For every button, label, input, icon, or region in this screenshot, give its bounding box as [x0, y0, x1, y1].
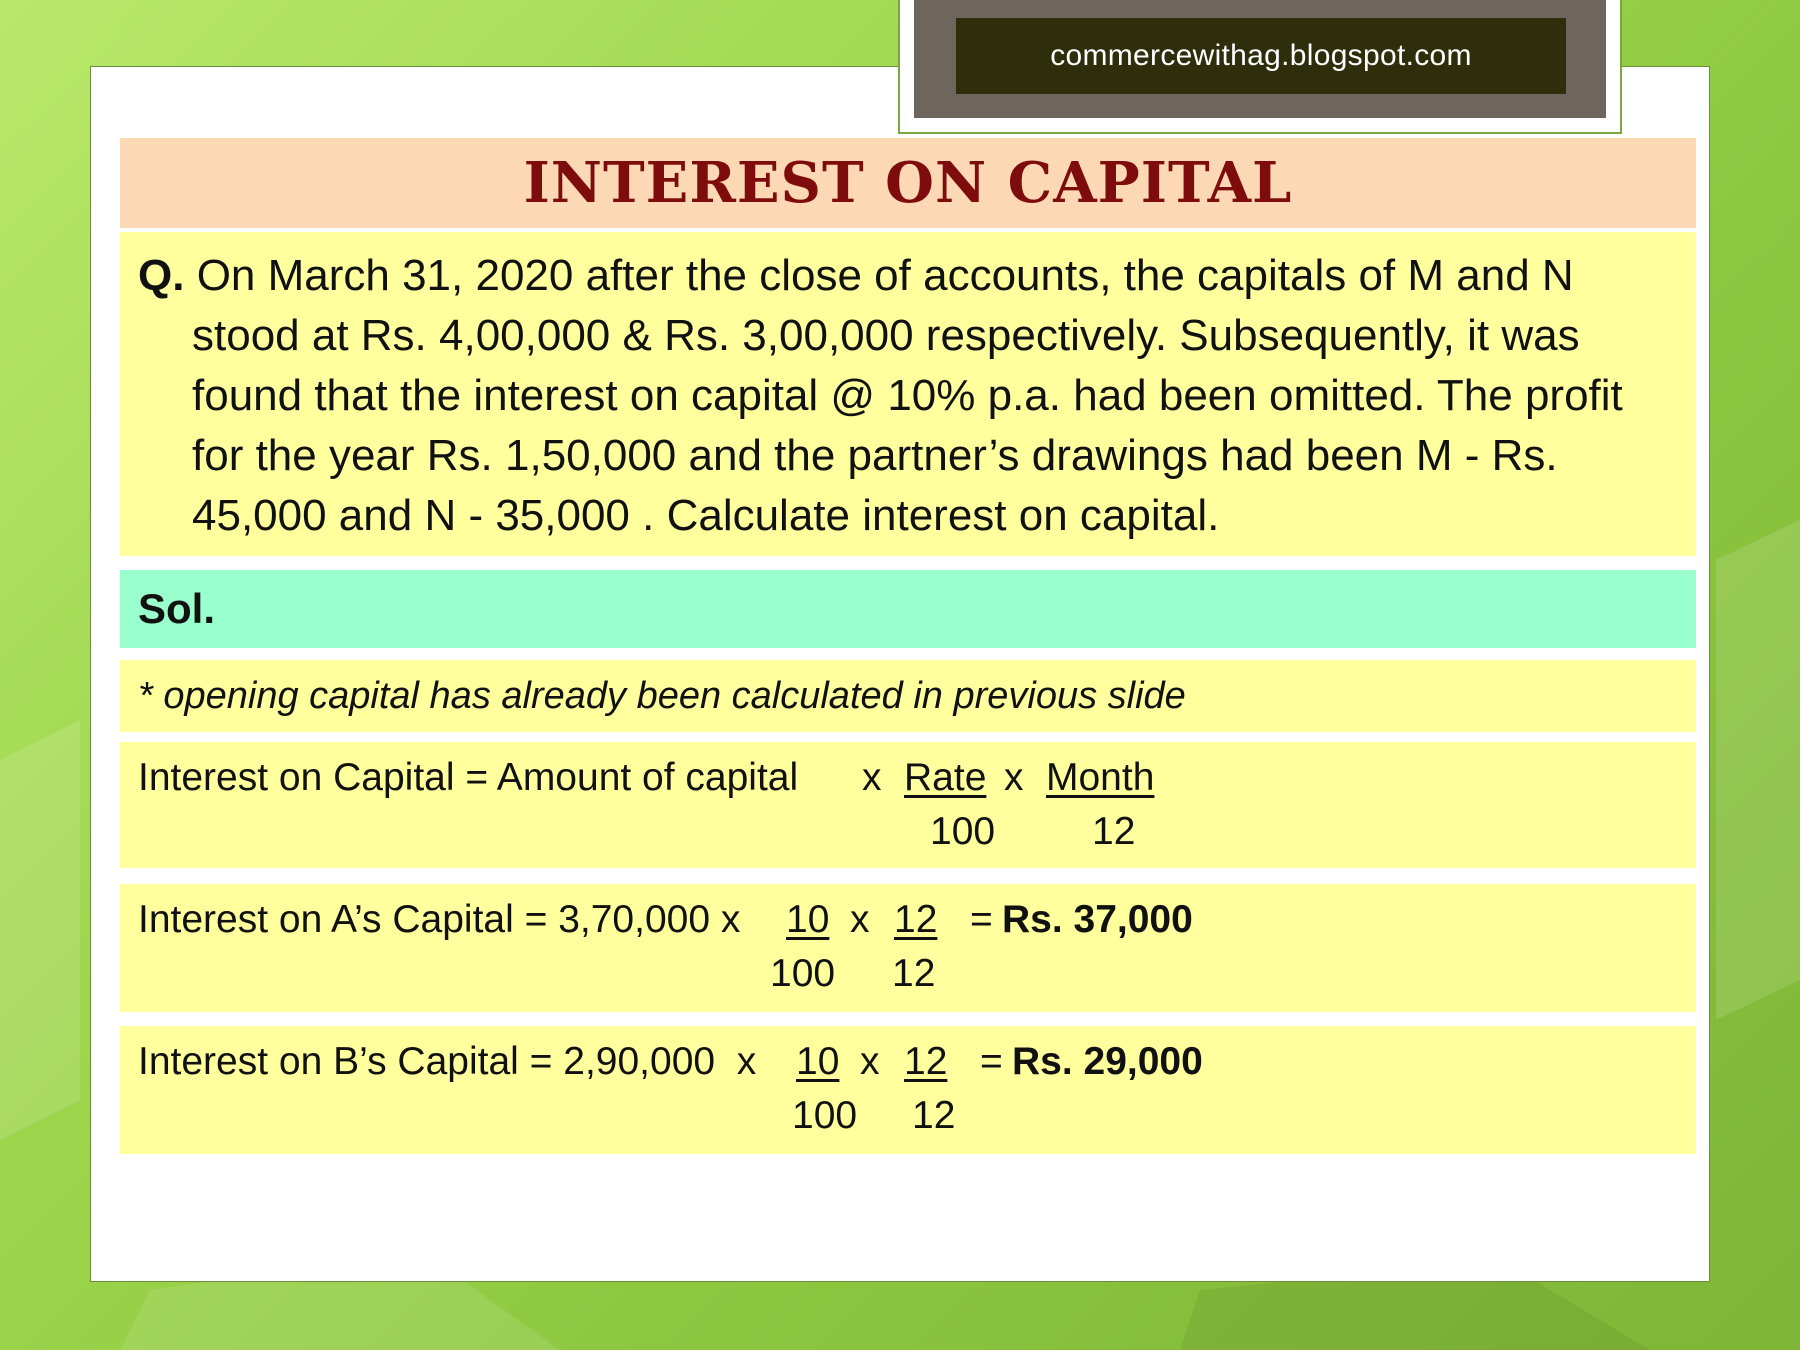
- slide-title: INTEREST ON CAPITAL: [523, 150, 1293, 216]
- formula-times-2: x: [1004, 756, 1024, 799]
- question-label: Q.: [138, 251, 185, 300]
- calc-b-result: Rs. 29,000: [1012, 1040, 1203, 1083]
- note-text: * opening capital has already been calculated in previous slide: [138, 674, 1186, 717]
- calc-b-months: 12: [904, 1040, 948, 1083]
- calc-a-rate-denominator: 100: [770, 952, 836, 995]
- formula-box: [120, 742, 1696, 868]
- site-url: commercewithag.blogspot.com: [1050, 39, 1472, 72]
- note-box: [120, 660, 1696, 732]
- calc-b-rate-denominator: 100: [792, 1094, 858, 1137]
- formula-lhs: Interest on Capital = Amount of capital: [138, 756, 799, 799]
- calc-a-months-denominator: 12: [892, 952, 936, 995]
- formula-month-denominator: 12: [1092, 810, 1136, 853]
- calc-a-lhs: Interest on A’s Capital = 3,70,000 x: [138, 898, 741, 941]
- question-paragraph: [138, 246, 1656, 546]
- calc-b-box: [120, 1026, 1696, 1154]
- solution-label: Sol.: [138, 585, 216, 632]
- calc-a-months: 12: [894, 898, 938, 941]
- calc-b-rate: 10: [796, 1040, 840, 1083]
- formula-rate-denominator: 100: [930, 810, 996, 853]
- site-url-badge: [956, 18, 1566, 94]
- calc-b-equals: =: [980, 1040, 1003, 1083]
- question-text: On March 31, 2020 after the close of accounts, the capitals of M and N stood at Rs. 4,00,000 & Rs. 3,00,000 respectively. Subsequently, it was found that the interest on capital @ 10% p.a. had been omitted. The profit for the year Rs. 1,50,000 and the partner’s drawings had been M - Rs. 45,000 and N - 35,000 . Calculate interest on capital.: [192, 251, 1623, 540]
- question-box: [120, 232, 1696, 556]
- calc-a-result: Rs. 37,000: [1002, 898, 1193, 941]
- calc-b-months-denominator: 12: [912, 1094, 956, 1137]
- calc-b-lhs: Interest on B’s Capital = 2,90,000 x: [138, 1040, 757, 1083]
- formula-month: Month: [1046, 756, 1155, 799]
- calc-a-rate: 10: [786, 898, 830, 941]
- calc-b-times: x: [860, 1040, 880, 1083]
- calc-a-equals: =: [970, 898, 993, 941]
- solution-header: [120, 570, 1696, 648]
- calc-a-box: [120, 884, 1696, 1012]
- formula-times-1: x: [862, 756, 882, 799]
- formula-rate: Rate: [904, 756, 987, 799]
- calc-a-times: x: [850, 898, 870, 941]
- title-banner: [120, 138, 1696, 228]
